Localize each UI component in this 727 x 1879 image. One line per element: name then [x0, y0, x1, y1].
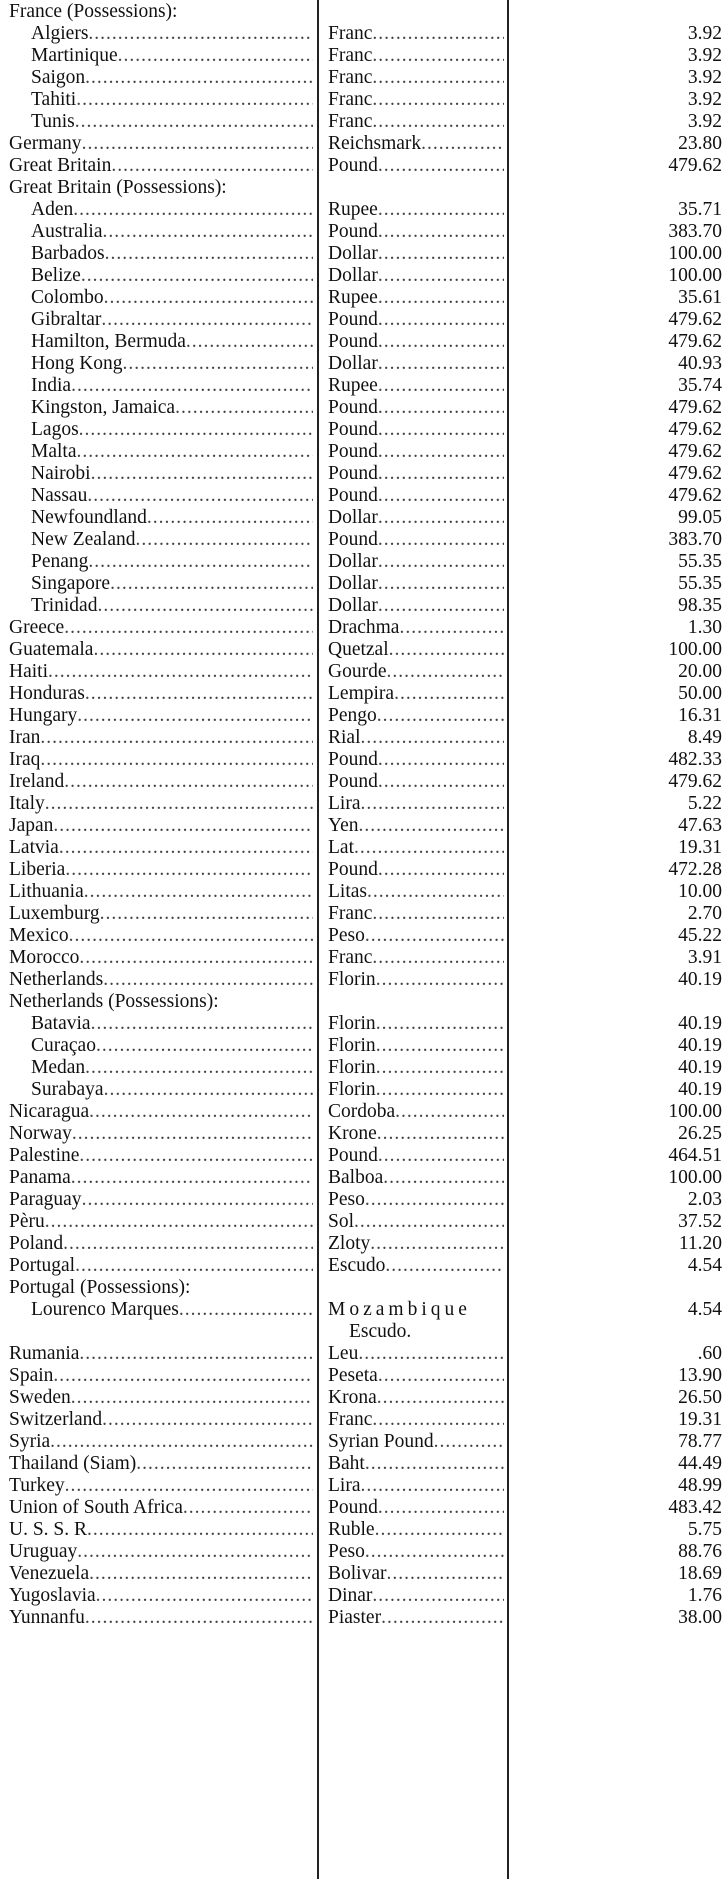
currency-name: Pound .....: [328, 419, 504, 441]
country-name: Guatemala .....: [9, 639, 313, 661]
currency-name: Peseta .....: [328, 1365, 504, 1387]
country-name: Lithuania .....: [9, 881, 313, 903]
exchange-rate-value: 479.62: [668, 155, 722, 176]
country-name: Singapore .....: [31, 573, 313, 595]
country-name: Turkey .....: [9, 1475, 313, 1497]
currency-name: Quetzal .....: [328, 639, 504, 661]
country-name: Spain .....: [9, 1365, 313, 1387]
country-name: Hungary .....: [9, 705, 313, 727]
exchange-rate-value: 100.00: [668, 639, 722, 660]
exchange-rate-value: 479.62: [668, 441, 722, 462]
country-name: Gibraltar .....: [31, 309, 313, 331]
country-name: Barbados .....: [31, 243, 313, 265]
exchange-rate-value: 5.22: [687, 793, 722, 814]
country-name: Liberia .....: [9, 859, 313, 881]
exchange-rate-value: 55.35: [678, 551, 722, 572]
country-name: U. S. S. R .....: [9, 1519, 313, 1541]
country-name: Haiti .....: [9, 661, 313, 683]
currency-name: Escudo .....: [328, 1255, 504, 1277]
currency-name: Rial .....: [328, 727, 504, 749]
exchange-rate-value: 20.00: [678, 661, 722, 682]
country-name: Latvia .....: [9, 837, 313, 859]
exchange-rate-value: 4.54: [687, 1299, 722, 1320]
column-rule-right: [507, 0, 509, 1879]
currency-name: Pound .....: [328, 155, 504, 177]
currency-name: Pound .....: [328, 221, 504, 243]
exchange-rate-value: 50.00: [678, 683, 722, 704]
exchange-rate-value: 99.05: [678, 507, 722, 528]
exchange-rate-value: 479.62: [668, 397, 722, 418]
currency-name: Franc .....: [328, 89, 504, 111]
currency-name: Krona .....: [328, 1387, 504, 1409]
section-heading: France (Possessions):: [9, 1, 178, 22]
exchange-rate-value: 3.92: [687, 111, 722, 132]
exchange-rate-value: 383.70: [668, 529, 722, 550]
exchange-rate-value: 3.92: [687, 23, 722, 44]
exchange-rate-value: 3.92: [687, 89, 722, 110]
currency-name: Dinar .....: [328, 1585, 504, 1607]
currency-name: Lira .....: [328, 793, 504, 815]
country-name: Aden .....: [31, 199, 313, 221]
currency-name: Dollar .....: [328, 595, 504, 617]
country-name: Nassau .....: [31, 485, 313, 507]
exchange-rate-value: 40.19: [678, 1013, 722, 1034]
exchange-rate-value: 2.70: [687, 903, 722, 924]
currency-name: Dollar .....: [328, 573, 504, 595]
exchange-rate-value: 472.28: [668, 859, 722, 880]
country-name: Colombo .....: [31, 287, 313, 309]
country-name: Iraq .....: [9, 749, 313, 771]
exchange-rate-value: 19.31: [678, 1409, 722, 1430]
country-name: Uruguay .....: [9, 1541, 313, 1563]
currency-name: Pound .....: [328, 441, 504, 463]
currency-name: Pound .....: [328, 859, 504, 881]
exchange-rate-value: 35.71: [678, 199, 722, 220]
exchange-rate-value: 479.62: [668, 419, 722, 440]
exchange-rate-value: 35.74: [678, 375, 722, 396]
exchange-rate-value: 40.93: [678, 353, 722, 374]
currency-name: Dollar .....: [328, 551, 504, 573]
currency-name: Franc .....: [328, 23, 504, 45]
currency-name: Franc .....: [328, 903, 504, 925]
currency-name: Lempira .....: [328, 683, 504, 705]
currency-name: Gourde .....: [328, 661, 504, 683]
country-name: Honduras .....: [9, 683, 313, 705]
country-name: Kingston, Jamaica .....: [31, 397, 313, 419]
currency-name: Florin .....: [328, 1079, 504, 1101]
exchange-rate-value: 98.35: [678, 595, 722, 616]
currency-name: Pound .....: [328, 529, 504, 551]
currency-name: Pound .....: [328, 485, 504, 507]
country-name: Panama .....: [9, 1167, 313, 1189]
currency-name: Rupee .....: [328, 287, 504, 309]
exchange-rate-value: 5.75: [687, 1519, 722, 1540]
currency-name: Sol .....: [328, 1211, 504, 1233]
currency-name: Franc .....: [328, 111, 504, 133]
exchange-rate-value: 100.00: [668, 1101, 722, 1122]
currency-name: Pound .....: [328, 331, 504, 353]
currency-name: Rupee .....: [328, 375, 504, 397]
exchange-rate-value: 88.76: [678, 1541, 722, 1562]
country-name: Nicaragua .....: [9, 1101, 313, 1123]
country-name: Luxemburg .....: [9, 903, 313, 925]
exchange-rate-value: 100.00: [668, 265, 722, 286]
country-name: Poland .....: [9, 1233, 313, 1255]
exchange-rate-value: 479.62: [668, 331, 722, 352]
exchange-rate-value: 55.35: [678, 573, 722, 594]
currency-name: Reichsmark .....: [328, 133, 504, 155]
country-name: Surabaya .....: [31, 1079, 313, 1101]
country-name: Medan .....: [31, 1057, 313, 1079]
country-name: Great Britain .....: [9, 155, 313, 177]
country-name: Belize .....: [31, 265, 313, 287]
exchange-rate-value: 18.69: [678, 1563, 722, 1584]
currency-name: Pound .....: [328, 771, 504, 793]
country-name: Japan .....: [9, 815, 313, 837]
exchange-rate-value: 464.51: [668, 1145, 722, 1166]
country-name: Malta .....: [31, 441, 313, 463]
currency-name: Yen .....: [328, 815, 504, 837]
country-name: Nairobi .....: [31, 463, 313, 485]
country-name: Martinique .....: [31, 45, 313, 67]
country-name: Yunnanfu .....: [9, 1607, 313, 1629]
exchange-rate-value: 1.76: [687, 1585, 722, 1606]
exchange-rate-value: 4.54: [687, 1255, 722, 1276]
country-name: New Zealand .....: [31, 529, 313, 551]
exchange-rate-value: 479.62: [668, 485, 722, 506]
country-name: Paraguay .....: [9, 1189, 313, 1211]
exchange-rate-value: 482.33: [668, 749, 722, 770]
exchange-rate-value: 479.62: [668, 771, 722, 792]
exchange-rate-value: 8.49: [687, 727, 722, 748]
exchange-rate-value: 35.61: [678, 287, 722, 308]
exchange-rate-value: 37.52: [678, 1211, 722, 1232]
country-name: Penang .....: [31, 551, 313, 573]
exchange-rate-value: 40.19: [678, 1079, 722, 1100]
currency-name: Mozambique: [328, 1299, 471, 1320]
currency-name: Syrian Pound .....: [328, 1431, 504, 1453]
exchange-rate-value: 40.19: [678, 969, 722, 990]
currency-name: Krone .....: [328, 1123, 504, 1145]
exchange-rate-value: 11.20: [678, 1233, 722, 1254]
country-name: Australia .....: [31, 221, 313, 243]
currency-name: Dollar .....: [328, 265, 504, 287]
currency-name: Peso .....: [328, 925, 504, 947]
currency-name: Pengo .....: [328, 705, 504, 727]
country-name: Morocco .....: [9, 947, 313, 969]
country-name: Iran .....: [9, 727, 313, 749]
currency-name: Lat .....: [328, 837, 504, 859]
exchange-rate-value: 44.49: [678, 1453, 722, 1474]
exchange-rate-value: 13.90: [678, 1365, 722, 1386]
exchange-rate-value: .60: [697, 1343, 722, 1364]
exchange-rate-value: 16.31: [678, 705, 722, 726]
currency-name: Franc .....: [328, 45, 504, 67]
exchange-rate-value: 23.80: [678, 133, 722, 154]
country-name: Germany .....: [9, 133, 313, 155]
currency-name: Franc .....: [328, 67, 504, 89]
section-heading: Portugal (Possessions):: [9, 1277, 191, 1298]
country-name: Portugal .....: [9, 1255, 313, 1277]
currency-name: Pound .....: [328, 1497, 504, 1519]
country-name: Greece .....: [9, 617, 313, 639]
exchange-rate-value: 78.77: [678, 1431, 722, 1452]
exchange-rate-value: 100.00: [668, 1167, 722, 1188]
currency-name: Balboa .....: [328, 1167, 504, 1189]
country-name: Venezuela .....: [9, 1563, 313, 1585]
currency-name: Ruble .....: [328, 1519, 504, 1541]
currency-name: Franc .....: [328, 947, 504, 969]
exchange-rate-value: 38.00: [678, 1607, 722, 1628]
country-name: Saigon .....: [31, 67, 313, 89]
country-name: Thailand (Siam) .....: [9, 1453, 313, 1475]
country-name: Tunis .....: [31, 111, 313, 133]
currency-name: Piaster .....: [328, 1607, 504, 1629]
currency-name: Pound .....: [328, 749, 504, 771]
exchange-rate-value: 10.00: [678, 881, 722, 902]
currency-name: Florin .....: [328, 1013, 504, 1035]
country-name: Netherlands .....: [9, 969, 313, 991]
country-name: Hong Kong .....: [31, 353, 313, 375]
country-name: Palestine .....: [9, 1145, 313, 1167]
country-name: Lourenco Marques .....: [31, 1299, 313, 1321]
exchange-rate-value: 1.30: [687, 617, 722, 638]
exchange-rate-value: 47.63: [678, 815, 722, 836]
currency-name: Dollar .....: [328, 353, 504, 375]
country-name: Ireland .....: [9, 771, 313, 793]
currency-name: Florin .....: [328, 1057, 504, 1079]
currency-name: Litas .....: [328, 881, 504, 903]
exchange-rate-value: 2.03: [687, 1189, 722, 1210]
currency-name-continued: Escudo.: [349, 1321, 412, 1342]
currency-name: Florin .....: [328, 1035, 504, 1057]
country-name: Pèru .....: [9, 1211, 313, 1233]
section-heading: Netherlands (Possessions):: [9, 991, 219, 1012]
country-name: Algiers .....: [31, 23, 313, 45]
exchange-rate-value: 3.91: [687, 947, 722, 968]
exchange-rate-value: 26.25: [678, 1123, 722, 1144]
column-rule-left: [317, 0, 319, 1879]
currency-name: Baht .....: [328, 1453, 504, 1475]
exchange-rate-value: 40.19: [678, 1057, 722, 1078]
currency-name: Pound .....: [328, 1145, 504, 1167]
currency-name: Pound .....: [328, 463, 504, 485]
exchange-rate-value: 26.50: [678, 1387, 722, 1408]
exchange-rate-value: 45.22: [678, 925, 722, 946]
exchange-rate-value: 40.19: [678, 1035, 722, 1056]
section-heading: Great Britain (Possessions):: [9, 177, 227, 198]
country-name: Hamilton, Bermuda .....: [31, 331, 313, 353]
country-name: Sweden .....: [9, 1387, 313, 1409]
currency-name: Lira .....: [328, 1475, 504, 1497]
country-name: Norway .....: [9, 1123, 313, 1145]
country-name: Newfoundland .....: [31, 507, 313, 529]
country-name: Rumania .....: [9, 1343, 313, 1365]
country-name: Italy .....: [9, 793, 313, 815]
currency-name: Florin .....: [328, 969, 504, 991]
exchange-rate-value: 383.70: [668, 221, 722, 242]
exchange-rate-value: 100.00: [668, 243, 722, 264]
currency-name: Cordoba .....: [328, 1101, 504, 1123]
currency-name: Drachma .....: [328, 617, 504, 639]
country-name: Tahiti .....: [31, 89, 313, 111]
exchange-rate-value: 479.62: [668, 463, 722, 484]
country-name: Switzerland .....: [9, 1409, 313, 1431]
currency-name: Leu .....: [328, 1343, 504, 1365]
exchange-rate-value: 483.42: [668, 1497, 722, 1518]
country-name: Trinidad .....: [31, 595, 313, 617]
country-name: Syria .....: [9, 1431, 313, 1453]
country-name: Union of South Africa .....: [9, 1497, 313, 1519]
currency-name: Zloty .....: [328, 1233, 504, 1255]
currency-name: Peso .....: [328, 1189, 504, 1211]
currency-name: Bolivar .....: [328, 1563, 504, 1585]
exchange-rate-value: 479.62: [668, 309, 722, 330]
country-name: Batavia .....: [31, 1013, 313, 1035]
currency-name: Dollar .....: [328, 507, 504, 529]
exchange-rate-value: 3.92: [687, 67, 722, 88]
currency-name: Dollar .....: [328, 243, 504, 265]
country-name: Lagos .....: [31, 419, 313, 441]
currency-name: Pound .....: [328, 397, 504, 419]
country-name: India .....: [31, 375, 313, 397]
country-name: Curaçao .....: [31, 1035, 313, 1057]
currency-name: Peso .....: [328, 1541, 504, 1563]
currency-name: Rupee .....: [328, 199, 504, 221]
exchange-rate-value: 48.99: [678, 1475, 722, 1496]
country-name: Mexico .....: [9, 925, 313, 947]
currency-name: Franc .....: [328, 1409, 504, 1431]
exchange-rate-value: 3.92: [687, 45, 722, 66]
currency-name: Pound .....: [328, 309, 504, 331]
exchange-rate-value: 19.31: [678, 837, 722, 858]
country-name: Yugoslavia .....: [9, 1585, 313, 1607]
